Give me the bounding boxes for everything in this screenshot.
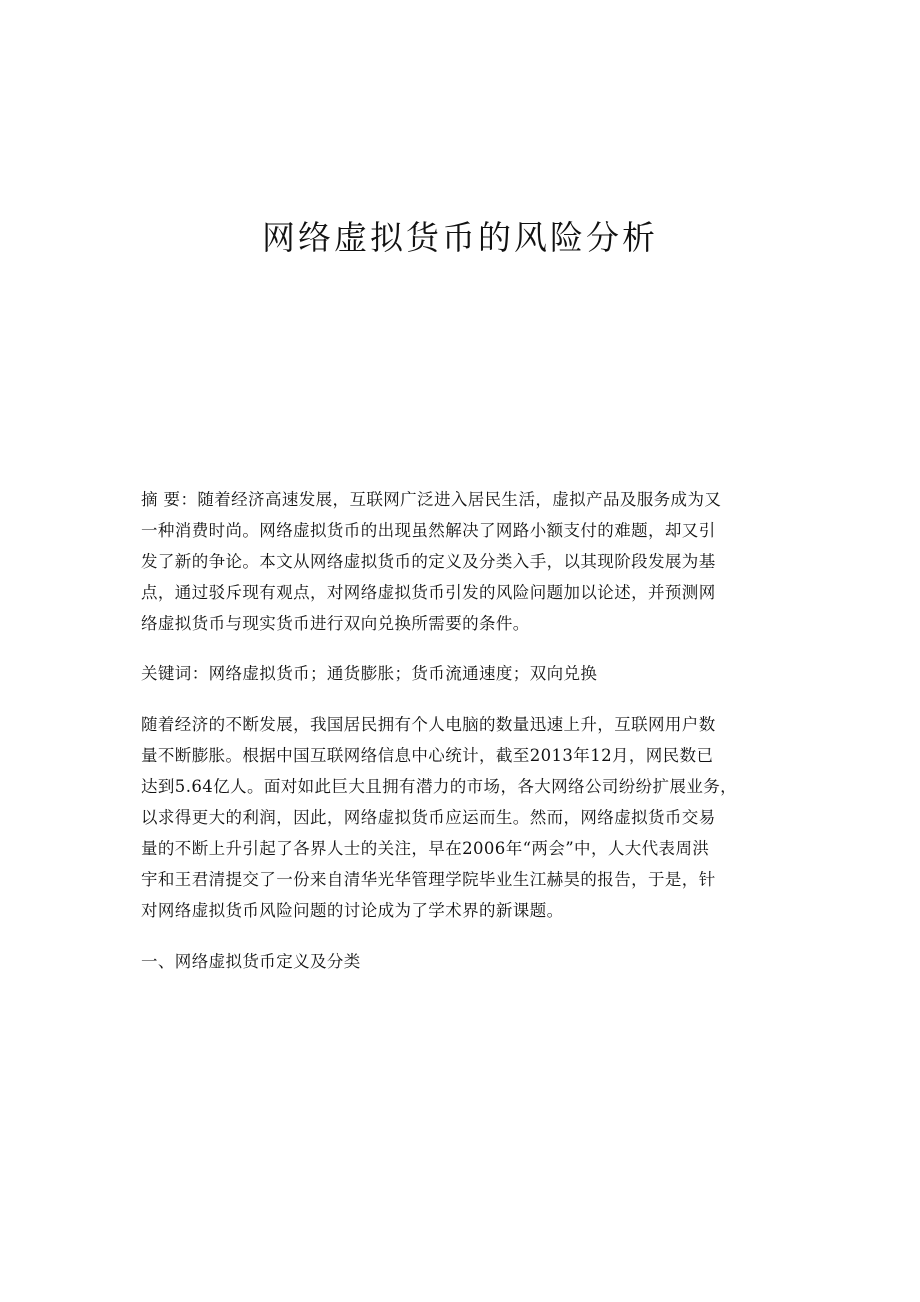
body-line: 达到5.64亿人。面对如此巨大且拥有潜力的市场，各大网络公司纷纷扩展业务， [141,777,738,796]
body-line: 宇和王君清提交了一份来自清华光华管理学院毕业生江赫昊的报告，于是，针 [141,870,716,889]
body-line: 对网络虚拟货币风险问题的讨论成为了学术界的新课题。 [141,901,564,920]
body-line: 随着经济的不断发展，我国居民拥有个人电脑的数量迅速上升，互联网用户数 [141,715,716,734]
body-line: 以求得更大的利润，因此，网络虚拟货币应运而生。然而，网络虚拟货币交易 [141,808,716,827]
abstract-paragraph [141,484,801,639]
abstract-line: 发了新的争论。本文从网络虚拟货币的定义及分类入手，以其现阶段发展为基 [141,552,716,571]
body-line: 量不断膨胀。根据中国互联网络信息中心统计，截至2013年12月，网民数已 [141,746,714,765]
paper-title: 网络虚拟货币的风险分析 [262,218,658,257]
section-heading-text: 一、网络虚拟货币定义及分类 [141,952,361,971]
body-paragraph [141,709,801,926]
body-line: 量的不断上升引起了各界人士的关注，早在2006年“两会”中，人大代表周洪 [141,839,710,858]
abstract-line: 点，通过驳斥现有观点，对网络虚拟货币引发的风险问题加以论述，并预测网 [141,583,716,602]
keywords-line: 关键词：网络虚拟货币；通货膨胀；货币流通速度；双向兑换 [141,664,598,683]
abstract-line: 络虚拟货币与现实货币进行双向兑换所需要的条件。 [141,614,530,633]
abstract-line: 摘 要：随着经济高速发展，互联网广泛进入居民生活，虚拟产品及服务成为又 [141,490,722,509]
section-heading [141,946,801,977]
paper-content [141,484,801,977]
abstract-line: 一种消费时尚。网络虚拟货币的出现虽然解决了网路小额支付的难题，却又引 [141,521,716,540]
keywords-paragraph [141,658,801,689]
